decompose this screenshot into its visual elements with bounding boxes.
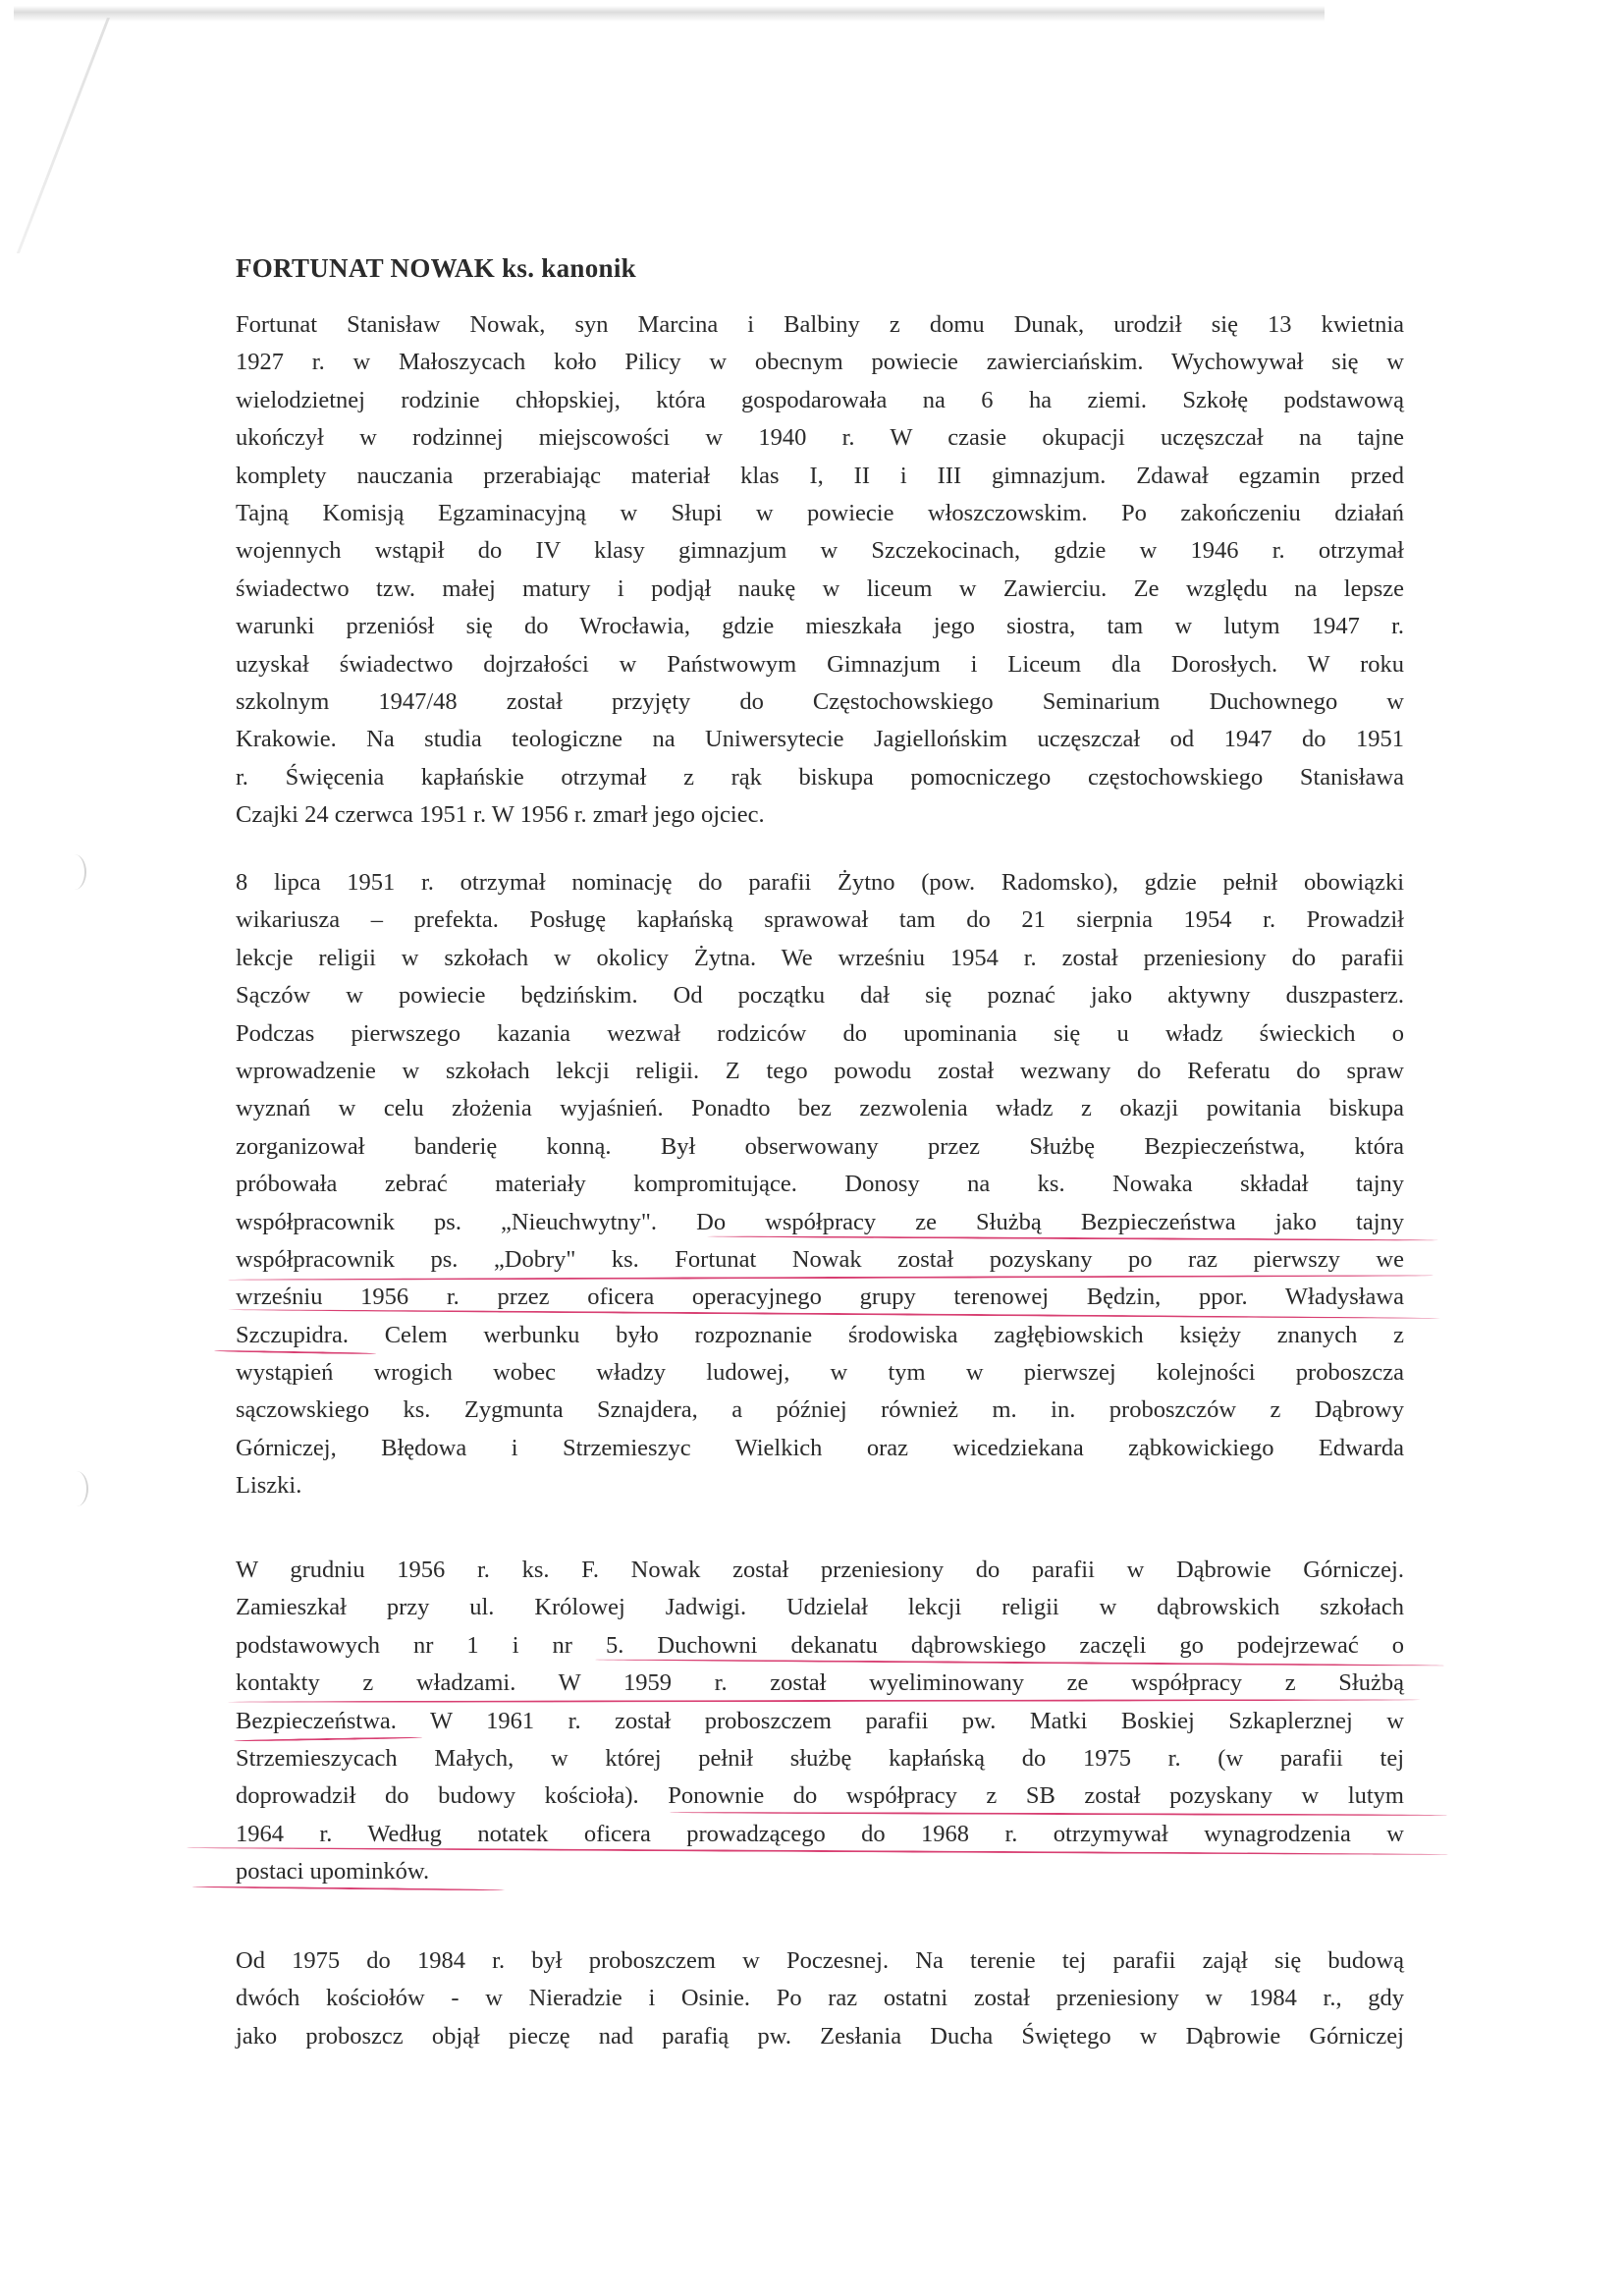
text-line: świadectwo tzw. małej matury i podjął naukę w liceum w Zawierciu. Ze względu na lepsze bbox=[236, 574, 1404, 602]
text-line: Od 1975 do 1984 r. był proboszczem w Poczesnej. Na terenie tej parafii zajął się budową bbox=[236, 1947, 1404, 1974]
text-line: Krakowie. Na studia teologiczne na Uniwersytecie Jagiellońskim uczęszczał od 1947 do 1951 bbox=[236, 726, 1404, 753]
text-line: wprowadzenie w szkołach lekcji religii. Z tego powodu został wezwany do Referatu do spraw bbox=[236, 1057, 1404, 1084]
text-line: kontakty z władzami. W 1959 r. został wyeliminowany ze współpracy z Służbą bbox=[236, 1669, 1404, 1697]
text-line: 8 lipca 1951 r. otrzymał nominację do parafii Żytno (pow. Radomsko), gdzie pełnił obowiązki bbox=[236, 869, 1404, 896]
scan-shadow-top bbox=[14, 6, 1325, 22]
text-line: doprowadził do budowy kościoła). Ponownie do współpracy z SB został pozyskany w lutym bbox=[236, 1782, 1404, 1810]
text-line: Tajną Komisją Egzaminacyjną w Słupi w powiecie włoszczowskim. Po zakończeniu działań bbox=[236, 499, 1404, 526]
paragraph-zytno-saczow bbox=[236, 864, 1404, 1505]
text-line: r. Święcenia kapłańskie otrzymał z rąk biskupa pomocniczego częstochowskiego Stanisława bbox=[236, 763, 1404, 791]
text-line: komplety nauczania przerabiając materiał klas I, II i III gimnazjum. Zdawał egzamin przed bbox=[236, 462, 1404, 489]
page-title: FORTUNAT NOWAK ks. kanonik bbox=[236, 253, 636, 283]
text-line: 1964 r. Według notatek oficera prowadzącego do 1968 r. otrzymywał wynagrodzenia w bbox=[236, 1820, 1404, 1847]
text-line: współpracownik ps. „Dobry" ks. Fortunat Nowak został pozyskany po raz pierwszy we bbox=[236, 1245, 1404, 1273]
text-line: dwóch kościołów - w Nieradzie i Osinie. Po raz ostatni został przeniesiony w 1984 r., gdy bbox=[236, 1985, 1404, 2012]
text-line: Strzemieszycach Małych, w której pełnił służbę kapłańską do 1975 r. (w parafii tej bbox=[236, 1744, 1404, 1772]
text-line: wrześniu 1956 r. przez oficera operacyjnego grupy terenowej Będzin, ppor. Władysława bbox=[236, 1284, 1404, 1311]
text-line: zorganizował banderię konną. Był obserwowany przez Służbę Bezpieczeństwa, która bbox=[236, 1132, 1404, 1160]
margin-mark bbox=[63, 854, 86, 890]
paragraph-biography-early-life bbox=[236, 306, 1404, 834]
text-line: wyznań w celu złożenia wyjaśnień. Ponadto bez zezwolenia władz z okazji powitania biskupa bbox=[236, 1095, 1404, 1122]
text-line: Liszki. bbox=[236, 1472, 302, 1500]
text-line: próbowała zebrać materiały kompromitujące. Donosy na ks. Nowaka składał tajny bbox=[236, 1171, 1404, 1198]
text-line: Górniczej, Błędowa i Strzemieszyc Wielkich oraz wicedziekana ząbkowickiego Edwarda bbox=[236, 1434, 1404, 1461]
text-line: Bezpieczeństwa. W 1961 r. został proboszczem parafii pw. Matki Boskiej Szkaplerznej w bbox=[236, 1707, 1404, 1734]
text-line: wielodzietnej rodzinie chłopskiej, która gospodarowała na 6 ha ziemi. Szkołę podstawową bbox=[236, 386, 1404, 413]
text-line: 1927 r. w Małoszycach koło Pilicy w obecnym powiecie zawierciańskim. Wychowywał się w bbox=[236, 349, 1404, 376]
text-line: Sączów w powiecie będzińskim. Od początku dał się poznać jako aktywny duszpasterz. bbox=[236, 982, 1404, 1010]
text-line: jako proboszcz objął pieczę nad parafią pw. Zesłania Ducha Świętego w Dąbrowie Górniczej bbox=[236, 2022, 1404, 2050]
text-line: ukończył w rodzinnej miejscowości w 1940 r. W czasie okupacji uczęszczał na tajne bbox=[236, 424, 1404, 452]
text-line: postaci upominków. bbox=[236, 1858, 430, 1886]
margin-mark bbox=[65, 1471, 88, 1506]
text-line: W grudniu 1956 r. ks. F. Nowak został przeniesiony do parafii w Dąbrowie Górniczej. bbox=[236, 1557, 1404, 1583]
text-line: sączowskiego ks. Zygmunta Sznajdera, a później również m. in. proboszczów z Dąbrowy bbox=[236, 1396, 1404, 1424]
text-line: szkolnym 1947/48 został przyjęty do Częstochowskiego Seminarium Duchownego w bbox=[236, 687, 1404, 715]
text-line: podstawowych nr 1 i nr 5. Duchowni dekanatu dąbrowskiego zaczęli go podejrzewać o bbox=[236, 1631, 1404, 1659]
text-line: Podczas pierwszego kazania wezwał rodziców do upominania się u władz świeckich o bbox=[236, 1019, 1404, 1047]
paragraph-dabrowa-strzemieszyce bbox=[236, 1552, 1404, 1891]
text-line: Szczupidra. Celem werbunku było rozpoznanie środowiska zagłębiowskich księży znanych z bbox=[236, 1321, 1404, 1348]
text-line: lekcje religii w szkołach w okolicy Żytna. We wrześniu 1954 r. został przeniesiony do parafii bbox=[236, 944, 1404, 971]
text-line: uzyskał świadectwo dojrzałości w Państwowym Gimnazjum i Liceum dla Dorosłych. W roku bbox=[236, 650, 1404, 678]
text-line: Zamieszkał przy ul. Królowej Jadwigi. Udzielał lekcji religii w dąbrowskich szkołach bbox=[236, 1594, 1404, 1621]
text-line: wojennych wstąpił do IV klasy gimnazjum w Szczekocinach, gdzie w 1946 r. otrzymał bbox=[236, 537, 1404, 565]
text-line: współpracownik ps. „Nieuchwytny". Do współpracy ze Służbą Bezpieczeństwa jako tajny bbox=[236, 1208, 1404, 1235]
text-line: Czajki 24 czerwca 1951 r. W 1956 r. zmarł jego ojciec. bbox=[236, 801, 765, 829]
paragraph-poczesna bbox=[236, 1942, 1404, 2055]
text-line: warunki przeniósł się do Wrocławia, gdzie mieszkała jego siostra, tam w lutym 1947 r. bbox=[236, 613, 1404, 640]
scan-shadow-edge bbox=[17, 18, 110, 253]
text-line: wystąpień wrogich wobec władzy ludowej, w tym w pierwszej kolejności proboszcza bbox=[236, 1359, 1404, 1387]
text-line: Fortunat Stanisław Nowak, syn Marcina i Balbiny z domu Dunak, urodził się 13 kwietnia bbox=[236, 311, 1404, 338]
text-line: wikariusza – prefekta. Posługę kapłańską sprawował tam do 21 sierpnia 1954 r. Prowadził bbox=[236, 906, 1404, 934]
